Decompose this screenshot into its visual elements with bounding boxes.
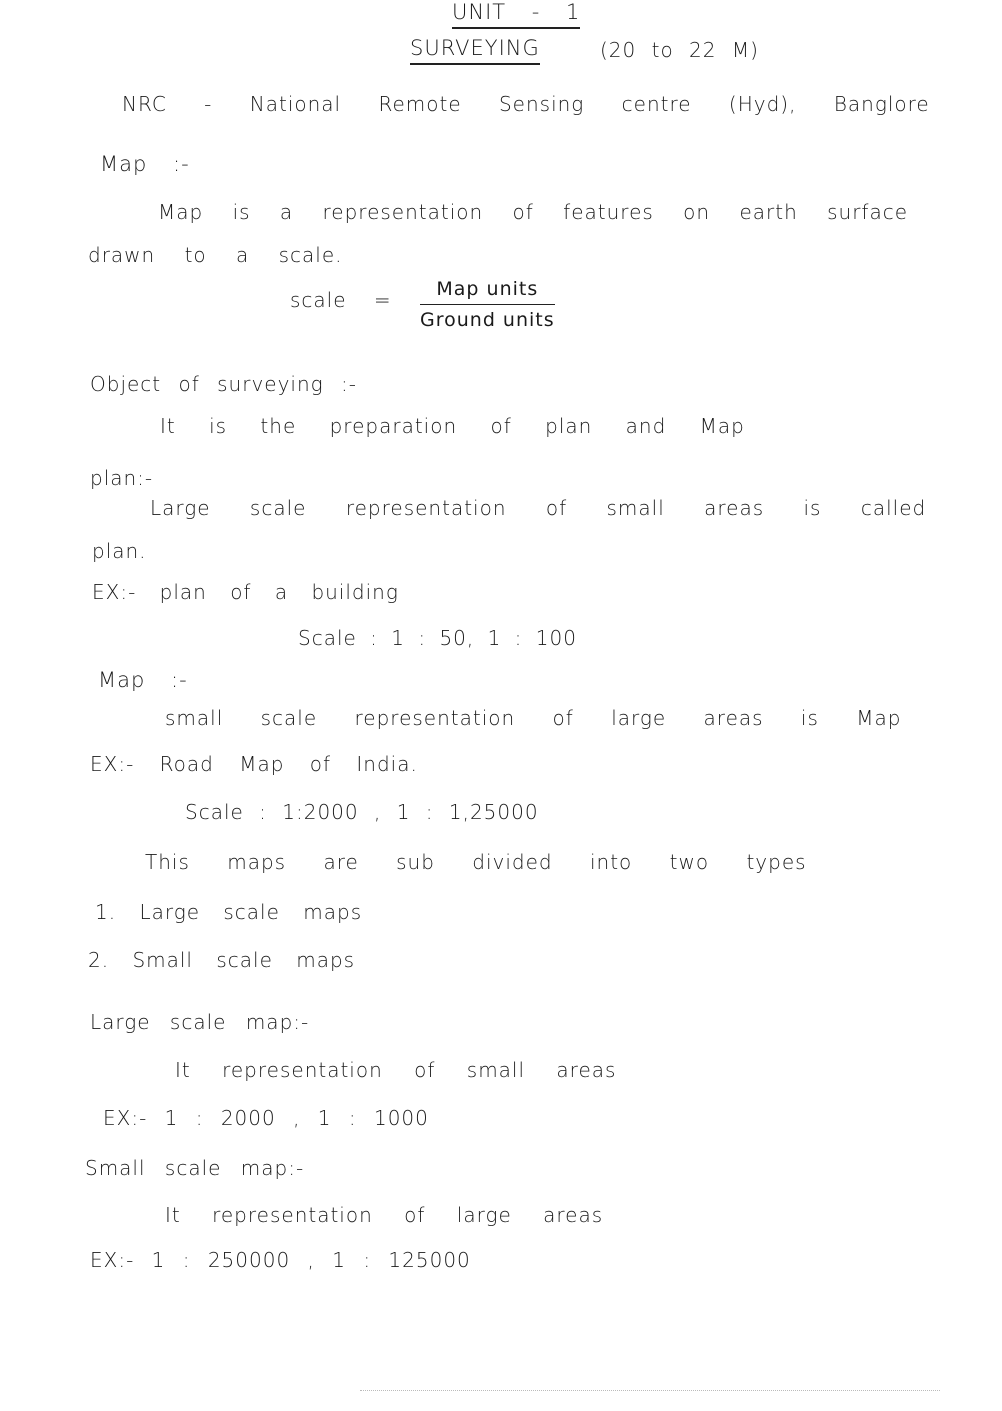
small-scale-heading: Small scale map:- <box>85 1156 305 1180</box>
map-scale: Scale : 1:2000 , 1 : 1,25000 <box>185 800 539 824</box>
plan-example: EX:- plan of a building <box>92 580 399 604</box>
plan-definition-line-1: Large scale representation of small areas is called <box>150 496 927 520</box>
types-intro: This maps are sub divided into two types <box>145 850 807 874</box>
page-title: SURVEYING <box>410 36 540 65</box>
type-2: 2. Small scale maps <box>88 948 356 972</box>
large-scale-heading: Large scale map:- <box>90 1010 310 1034</box>
scan-artifact-divider <box>360 1390 940 1391</box>
object-heading: Object of surveying :- <box>90 372 357 396</box>
small-scale-example: EX:- 1 : 250000 , 1 : 125000 <box>90 1248 471 1272</box>
map-definition-2: small scale representation of large areas is Map <box>165 706 902 730</box>
large-scale-example: EX:- 1 : 2000 , 1 : 1000 <box>103 1106 429 1130</box>
small-scale-definition: It representation of large areas <box>165 1203 604 1227</box>
marks-note: (20 to 22 M) <box>600 38 759 62</box>
nrc-line: NRC - National Remote Sensing centre (Hyd), Banglore <box>122 92 930 116</box>
plan-scale: Scale : 1 : 50, 1 : 100 <box>298 626 577 650</box>
map-heading: Map :- <box>100 152 190 176</box>
type-1: 1. Large scale maps <box>95 900 363 924</box>
large-scale-definition: It representation of small areas <box>175 1058 617 1082</box>
scale-fraction <box>420 278 555 331</box>
plan-definition-line-2: plan. <box>92 539 147 563</box>
scale-numerator: Map units <box>420 278 555 305</box>
unit-heading: UNIT - 1 <box>452 0 580 29</box>
map-definition-line-2: drawn to a scale. <box>88 243 343 267</box>
map-definition-line-1: Map is a representation of features on earth surface <box>158 200 909 224</box>
scale-denominator: Ground units <box>420 309 555 331</box>
map-example: EX:- Road Map of India. <box>90 752 418 776</box>
object-text: It is the preparation of plan and Map <box>160 414 745 438</box>
map-heading-2: Map :- <box>98 668 188 692</box>
plan-heading: plan:- <box>90 466 154 490</box>
scale-label: scale = <box>290 288 392 312</box>
